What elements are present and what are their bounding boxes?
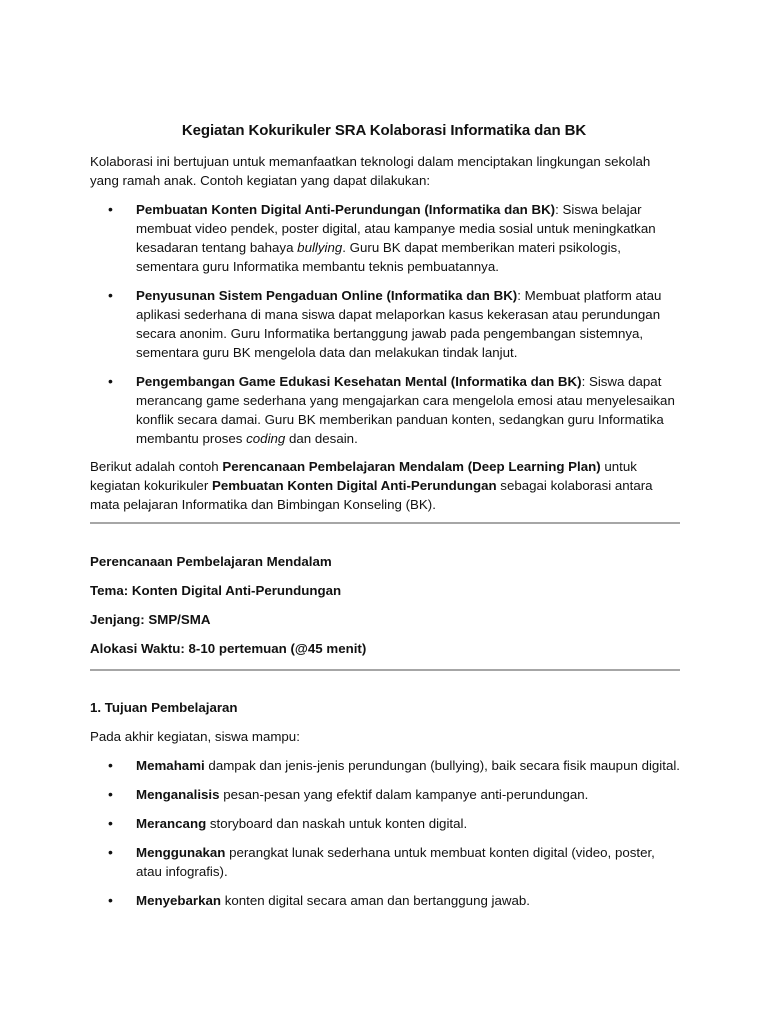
bullet-icon: • [108,373,113,389]
activity-text: : Membuat platform atau aplikasi sederhana di mana siswa dapat melaporkan kasus kekerasan atau perundungan secara anonim. Guru Informatika bertanggung jawab pada pengembangan sistemnya, sementara guru BK mengelola data dan melakukan tindak lanjut. [136,288,662,360]
objective-item [108,843,680,881]
objective-verb: Memahami [136,758,205,773]
closing-bold: Perencanaan Pembelajaran Mendalam (Deep Learning Plan) [222,459,601,474]
objective-text: pesan-pesan yang efektif dalam kampanye anti-perundungan. [219,787,589,802]
activity-text: : Siswa dapat merancang game sederhana yang mengajarkan cara mengelola emosi atau menyelesaikan konflik secara damai. Guru BK memberikan panduan konten, sedangkan guru Informatika membantu proses [136,374,675,446]
objective-text: perangkat lunak sederhana untuk membuat konten digital (video, poster, atau infografis). [136,845,655,879]
closing-text: sebagai kolaborasi antara mata pelajaran Informatika dan Bimbingan Konseling (BK). [90,478,653,512]
objective-text: storyboard dan naskah untuk konten digital. [206,816,468,831]
activity-name: Penyusunan Sistem Pengaduan Online (Informatika dan BK) [136,288,518,303]
plan-heading: Perencanaan Pembelajaran Mendalam [90,554,332,569]
bullet-icon: • [108,201,113,217]
objective-text: dampak dan jenis-jenis perundungan (bullying), baik secara fisik maupun digital. [204,758,681,773]
objective-item [108,785,680,804]
objective-item [108,891,680,910]
activity-item [108,200,680,276]
objective-verb: Merancang [136,816,207,831]
bullet-icon: • [108,786,113,802]
activity-text-after: . Guru BK dapat memberikan materi psikologis, sementara guru Informatika membantu teknis pembuatannya. [136,240,621,274]
plan-jenjang: Jenjang: SMP/SMA [90,612,211,627]
bullet-icon: • [108,757,113,773]
objective-verb: Menyebarkan [136,893,221,908]
bullet-icon: • [108,844,113,860]
activity-item [108,286,680,362]
objective-item [108,756,680,775]
activity-list [108,200,680,458]
activity-text-after: dan desain. [285,431,358,446]
closing-text: untuk kegiatan kokurikuler [90,459,637,493]
activity-name: Pengembangan Game Edukasi Kesehatan Mental (Informatika dan BK) [136,374,582,389]
divider [90,522,680,524]
activity-italic: bullying [297,240,343,255]
bullet-icon: • [108,892,113,908]
plan-tema: Tema: Konten Digital Anti-Perundungan [90,583,342,598]
activity-italic: coding [246,431,286,446]
section-heading: 1. Tujuan Pembelajaran [90,700,238,715]
divider [90,669,680,671]
objective-item [108,814,680,833]
plan-alokasi: Alokasi Waktu: 8-10 pertemuan (@45 menit) [90,641,367,656]
bullet-icon: • [108,815,113,831]
objective-verb: Menggunakan [136,845,226,860]
activity-text: : Siswa belajar membuat video pendek, poster digital, atau kampanye media sosial untuk meningkatkan kesadaran tentang bahaya [136,202,656,255]
activity-item [108,372,680,448]
document-title: Kegiatan Kokurikuler SRA Kolaborasi Informatika dan BK [181,122,587,139]
objective-text: konten digital secara aman dan bertanggung jawab. [221,893,530,908]
closing-paragraph [90,457,680,514]
objective-list [108,756,680,920]
intro-paragraph: Kolaborasi ini bertujuan untuk memanfaatkan teknologi dalam menciptakan lingkungan sekolah yang ramah anak. Contoh kegiatan yang dapat dilakukan: [90,154,651,188]
activity-name: Pembuatan Konten Digital Anti-Perundungan (Informatika dan BK) [136,202,556,217]
section-lead: Pada akhir kegiatan, siswa mampu: [90,729,300,744]
bullet-icon: • [108,287,113,303]
objective-verb: Menganalisis [136,787,220,802]
closing-bold: Pembuatan Konten Digital Anti-Perundungan [211,478,497,493]
closing-text: Berikut adalah contoh [90,459,223,474]
